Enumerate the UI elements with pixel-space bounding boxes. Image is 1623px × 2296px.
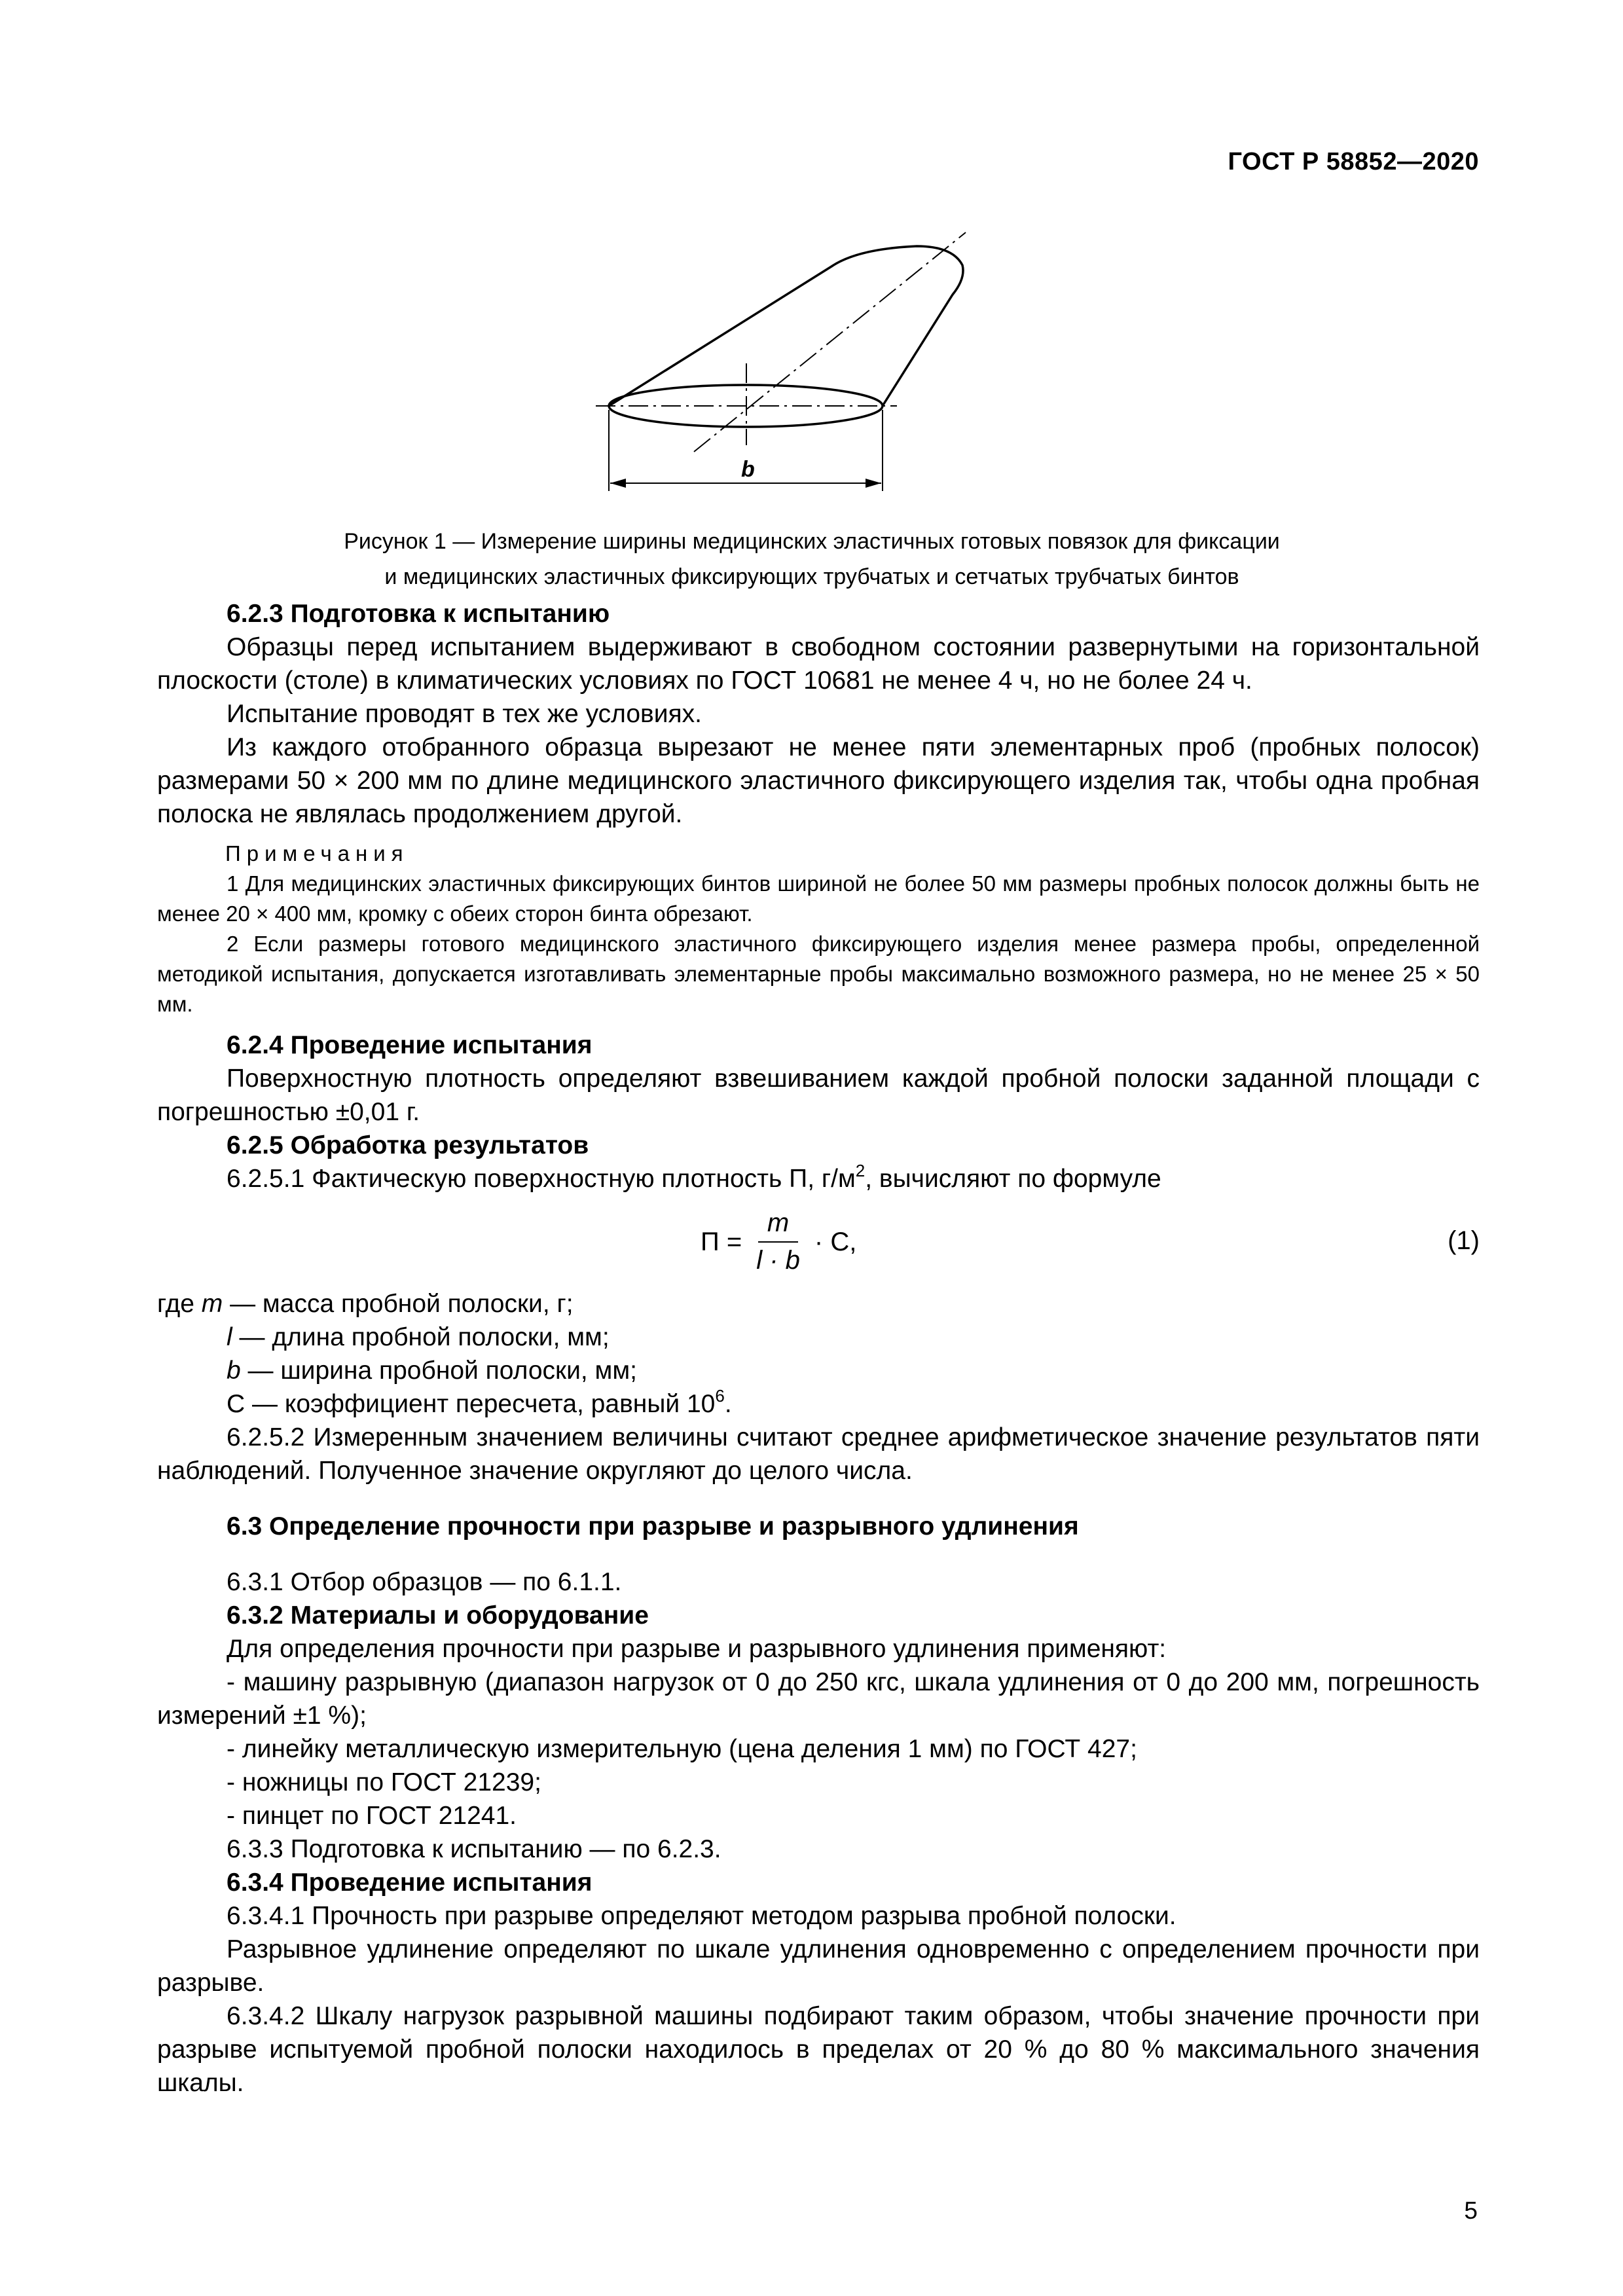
paragraph-6-2-5-1 (157, 1162, 1480, 1195)
superscript: 2 (855, 1161, 866, 1180)
dimension-label-b: b (741, 457, 755, 482)
heading-6-2-3: 6.2.3 Подготовка к испытанию (227, 600, 610, 628)
document-body (157, 597, 1480, 2100)
paragraph-6-3-3: 6.3.3 Подготовка к испытанию — по 6.2.3. (227, 1835, 721, 1863)
list-item: - ножницы по ГОСТ 21239; (227, 1768, 541, 1796)
text: 6.2.5.1 Фактическую поверхностную плотность П, г/м (227, 1165, 856, 1193)
formula-1 (701, 1199, 856, 1285)
variable-b (157, 1354, 1480, 1387)
dimension-arrow-right (866, 479, 881, 488)
var-desc: — длина пробной полоски, мм; (232, 1323, 610, 1351)
variable-m (157, 1287, 1480, 1321)
paragraph-6-2-5-2: 6.2.5.2 Измеренным значением величины считают среднее арифметическое значение результатов пяти наблюдений. Полученное значение округляют до целого числа. (157, 1423, 1480, 1485)
formula-row (157, 1195, 1480, 1287)
paragraph-6-3-4-2: 6.3.4.2 Шкалу нагрузок разрывной машины подбирают таким образом, чтобы значение прочности при разрыве испытуемой пробной полоски находилось в пределах от 20 % до 80 % максимального значения шкалы. (157, 2002, 1480, 2097)
text: . (724, 1390, 732, 1418)
text: где (157, 1290, 202, 1318)
formula-fraction (747, 1207, 809, 1277)
paragraph-6-3-4-1: 6.3.4.1 Прочность при разрыве определяют методом разрыва пробной полоски. (227, 1902, 1176, 1930)
caption-line-2: и медицинских эластичных фиксирующих трубчатых и сетчатых трубчатых бинтов (384, 564, 1239, 589)
note-1: 1 Для медицинских эластичных фиксирующих бинтов шириной не более 50 мм размеры пробных полосок должны быть не менее 20 × 400 мм, кромку с обеих сторон бинта обрезают. (157, 871, 1480, 926)
paragraph: Поверхностную плотность определяют взвешиванием каждой пробной полоски заданной площади с погрешностью ±0,01 г. (157, 1065, 1480, 1126)
notes-title: Примечания (225, 841, 409, 866)
heading-6-2-4: 6.2.4 Проведение испытания (227, 1031, 593, 1059)
var-symbol: l (227, 1323, 232, 1351)
tube-outline (609, 246, 963, 406)
paragraph: Испытание проводят в тех же условиях. (227, 700, 702, 728)
list-item: - линейку металлическую измерительную (цена деления 1 мм) по ГОСТ 427; (227, 1735, 1137, 1763)
formula-number: (1) (1448, 1226, 1480, 1255)
variable-c (157, 1387, 1480, 1421)
bandage-diagram (589, 216, 1061, 517)
var-desc: — масса пробной полоски, г; (223, 1290, 574, 1318)
document-code: ГОСТ Р 58852—2020 (1228, 148, 1479, 175)
paragraph: Для определения прочности при разрыве и разрывного удлинения применяют: (227, 1635, 1167, 1663)
variable-l (157, 1321, 1480, 1354)
heading-6-2-5: 6.2.5 Обработка результатов (227, 1131, 589, 1159)
list-item: - пинцет по ГОСТ 21241. (227, 1802, 517, 1830)
var-desc: — ширина пробной полоски, мм; (240, 1357, 637, 1385)
diagonal-axis (694, 232, 966, 452)
paragraph: Образцы перед испытанием выдерживают в свободном состоянии развернутыми на горизонтальной плоскости (столе) в климатических условиях по ГОСТ 10681 не менее 4 ч, но не более 24 ч. (157, 633, 1480, 695)
text: , вычисляют по формуле (865, 1165, 1161, 1193)
note-2: 2 Если размеры готового медицинского эластичного фиксирующего изделия менее размера пробы, определенной методикой испытания, допускается изготавливать элементарные пробы максимально возможного размера, но не менее 25 × 50 мм. (157, 932, 1480, 1016)
var-symbol: m (201, 1290, 223, 1318)
formula-denominator: l · b (756, 1246, 800, 1275)
formula-rhs: · С, (814, 1227, 857, 1256)
text: С — коэффициент пересчета, равный 10 (227, 1390, 716, 1418)
list-item: - машину разрывную (диапазон нагрузок от 0 до 250 кгс, шкала удлинения от 0 до 200 мм, погрешность измерений ±1 %); (157, 1668, 1480, 1730)
formula-numerator: m (758, 1207, 798, 1243)
paragraph-6-3-1: 6.3.1 Отбор образцов — по 6.1.1. (227, 1568, 622, 1596)
paragraph: Разрывное удлинение определяют по шкале удлинения одновременно с определением прочности при разрыве. (157, 1935, 1480, 1997)
caption-line-1: Рисунок 1 — Измерение ширины медицинских эластичных готовых повязок для фиксации (344, 529, 1280, 554)
heading-6-3-2: 6.3.2 Материалы и оборудование (227, 1601, 649, 1630)
dimension-arrow-left (610, 479, 626, 488)
paragraph: Из каждого отобранного образца вырезают не менее пяти элементарных проб (пробных полосок) размерами 50 × 200 мм по длине медицинского эластичного фиксирующего изделия так, чтобы одна пробная полоска не являлась продолжением другой. (157, 733, 1480, 828)
superscript: 6 (715, 1386, 725, 1406)
heading-6-3: 6.3 Определение прочности при разрыве и разрывного удлинения (227, 1512, 1079, 1540)
var-symbol: b (227, 1357, 241, 1385)
figure-caption (157, 524, 1467, 594)
figure-1 (589, 216, 1061, 517)
heading-6-3-4: 6.3.4 Проведение испытания (227, 1868, 593, 1897)
page-number: 5 (1464, 2197, 1478, 2224)
formula-lhs: П = (701, 1227, 742, 1256)
